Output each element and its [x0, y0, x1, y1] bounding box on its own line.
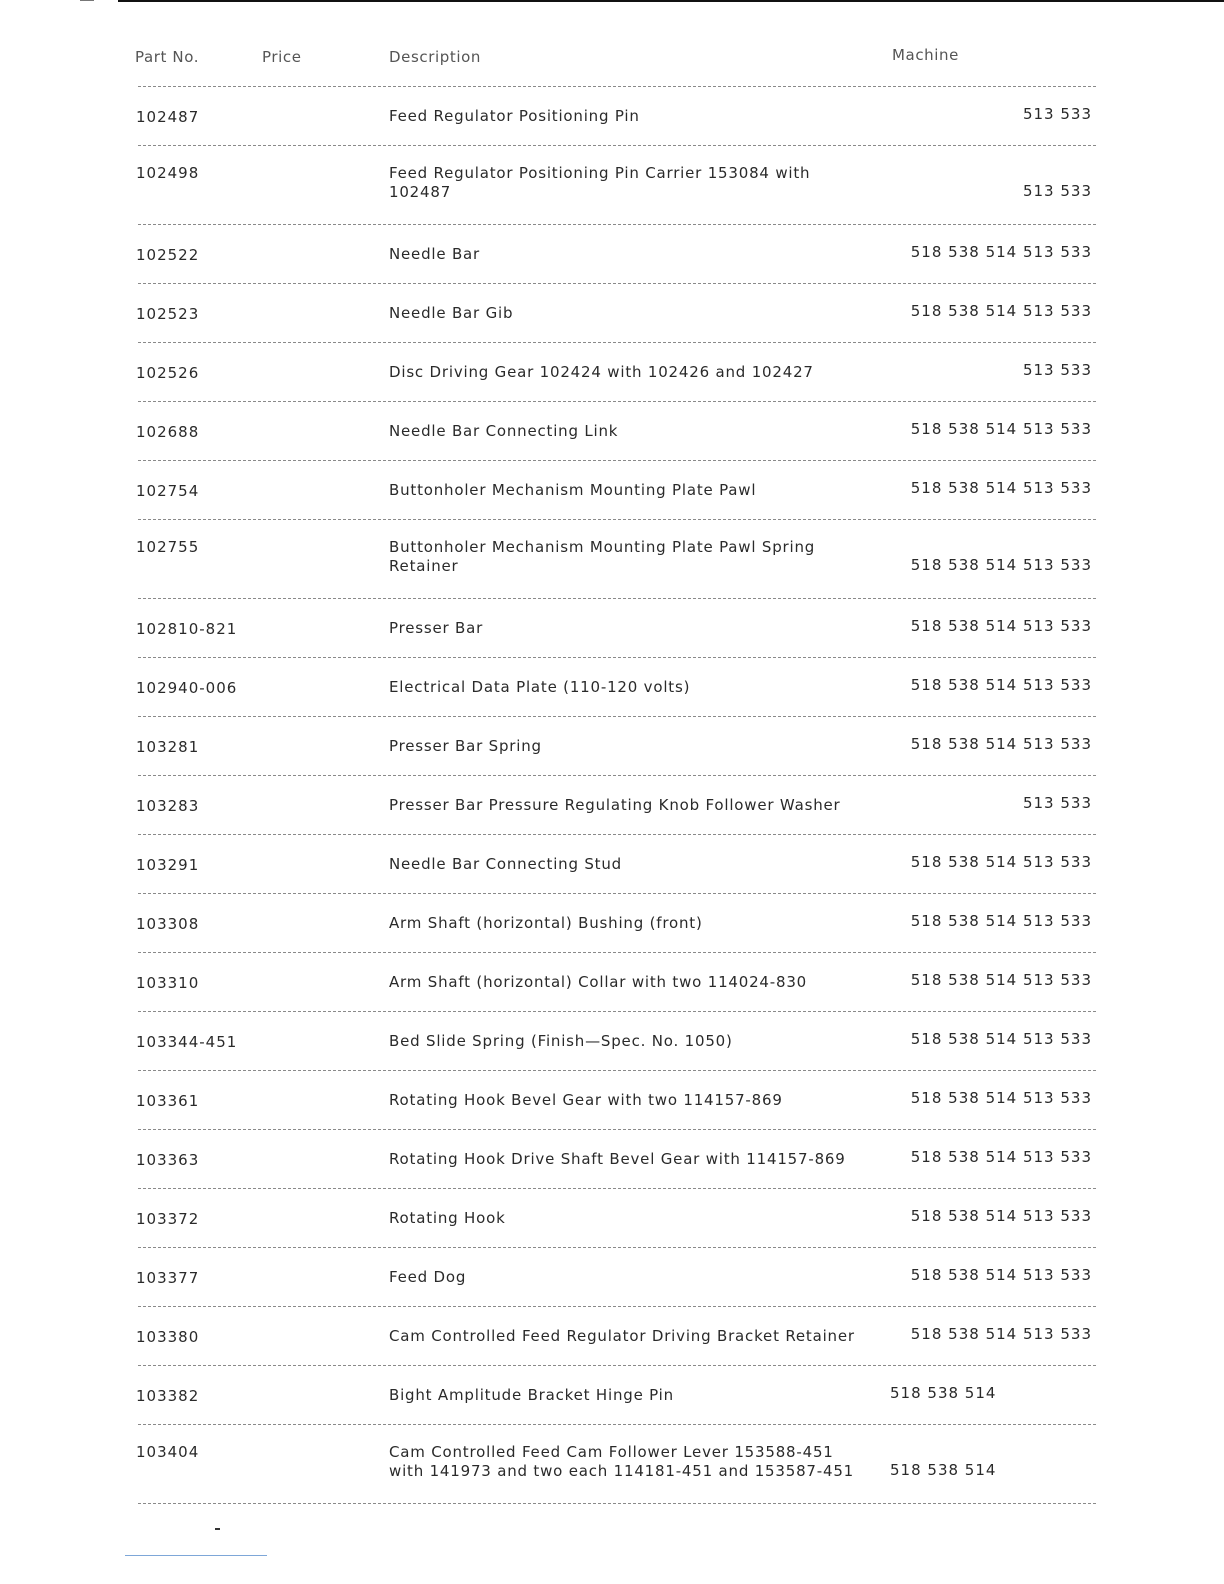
table-header	[0, 48, 1224, 72]
table-row	[138, 224, 1096, 283]
machine-models: 518 538 514 513 533	[910, 912, 1092, 930]
part-description: Needle Bar Gib	[389, 304, 514, 322]
machine-models: 518 538 514 513 533	[910, 1148, 1092, 1166]
machine-models: 518 538 514 513 533	[910, 479, 1092, 497]
table-row	[138, 460, 1096, 519]
part-description: Needle Bar Connecting Stud	[389, 855, 622, 873]
part-number: 103283	[136, 797, 200, 815]
part-description: Feed Regulator Positioning Pin Carrier 153084 with 102487	[389, 164, 811, 201]
part-description: Arm Shaft (horizontal) Collar with two 114024-830	[389, 973, 808, 991]
part-description: Rotating Hook Drive Shaft Bevel Gear with 114157-869	[389, 1150, 846, 1168]
part-description: Feed Regulator Positioning Pin	[389, 107, 640, 125]
part-number: 103281	[136, 738, 200, 756]
machine-models: 518 538 514 513 533	[910, 1207, 1092, 1225]
machine-models: 518 538 514 513 533	[910, 1030, 1092, 1048]
machine-models: 513 533	[1022, 794, 1092, 812]
table-row	[138, 1247, 1096, 1306]
table-row	[138, 1011, 1096, 1070]
table-row	[138, 952, 1096, 1011]
part-description: Rotating Hook	[389, 1209, 506, 1227]
header-price: Price	[262, 48, 302, 66]
part-description: Buttonholer Mechanism Mounting Plate Pawl	[389, 481, 757, 499]
machine-models: 518 538 514 513 533	[910, 302, 1092, 320]
table-row	[138, 342, 1096, 401]
part-number: 103291	[136, 856, 200, 874]
table-row	[138, 775, 1096, 834]
machine-models: 518 538 514 513 533	[910, 971, 1092, 989]
part-description: Bed Slide Spring (Finish—Spec. No. 1050)	[389, 1032, 733, 1050]
machine-models: 513 533	[1022, 361, 1092, 379]
part-number: 103372	[136, 1210, 200, 1228]
top-rule	[118, 0, 1224, 2]
table-row	[138, 519, 1096, 598]
part-number: 103361	[136, 1092, 200, 1110]
part-number: 103344-451	[136, 1033, 238, 1051]
table-row	[138, 401, 1096, 460]
scan-mark	[215, 1528, 220, 1530]
table-row	[138, 598, 1096, 657]
table-row	[138, 1424, 1096, 1504]
part-description: Electrical Data Plate (110-120 volts)	[389, 678, 691, 696]
part-description: Cam Controlled Feed Regulator Driving Bracket Retainer	[389, 1327, 855, 1345]
scan-underline	[125, 1555, 267, 1556]
part-number: 102755	[136, 538, 200, 556]
part-number: 102487	[136, 108, 200, 126]
table-row	[138, 86, 1096, 145]
part-number: 102522	[136, 246, 200, 264]
machine-models: 518 538 514	[890, 1384, 997, 1402]
part-number: 103404	[136, 1443, 200, 1461]
table-row	[138, 1306, 1096, 1365]
machine-models: 518 538 514 513 533	[910, 1266, 1092, 1284]
part-number: 102810-821	[136, 620, 238, 638]
table-row	[138, 716, 1096, 775]
part-number: 103380	[136, 1328, 200, 1346]
part-description: Presser Bar Pressure Regulating Knob Follower Washer	[389, 796, 841, 814]
machine-models: 513 533	[1022, 105, 1092, 123]
table-row	[138, 657, 1096, 716]
part-number: 102526	[136, 364, 200, 382]
table-row	[138, 283, 1096, 342]
header-part-no: Part No.	[135, 48, 200, 66]
part-number: 103363	[136, 1151, 200, 1169]
part-number: 102754	[136, 482, 200, 500]
part-number: 103308	[136, 915, 200, 933]
part-description: Cam Controlled Feed Cam Follower Lever 153588-451 with 141973 and two each 114181-451 and 153587-451	[389, 1443, 855, 1480]
part-description: Rotating Hook Bevel Gear with two 114157-869	[389, 1091, 783, 1109]
part-number: 103310	[136, 974, 200, 992]
part-description: Arm Shaft (horizontal) Bushing (front)	[389, 914, 703, 932]
machine-models: 518 538 514 513 533	[910, 1089, 1092, 1107]
machine-models: 518 538 514 513 533	[910, 420, 1092, 438]
part-number: 103382	[136, 1387, 200, 1405]
top-rule-left	[80, 0, 94, 1]
machine-models: 518 538 514 513 533	[910, 853, 1092, 871]
machine-models: 518 538 514 513 533	[910, 243, 1092, 261]
table-row	[138, 1188, 1096, 1247]
table-row	[138, 1129, 1096, 1188]
machine-models: 518 538 514 513 533	[910, 676, 1092, 694]
table-row	[138, 145, 1096, 224]
part-description: Bight Amplitude Bracket Hinge Pin	[389, 1386, 674, 1404]
machine-models: 518 538 514 513 533	[910, 617, 1092, 635]
table-row	[138, 1365, 1096, 1424]
part-description: Needle Bar	[389, 245, 481, 263]
part-description: Needle Bar Connecting Link	[389, 422, 619, 440]
machine-models: 518 538 514 513 533	[910, 556, 1092, 574]
part-description: Presser Bar Spring	[389, 737, 542, 755]
header-description: Description	[389, 48, 482, 66]
table-row	[138, 834, 1096, 893]
part-number: 103377	[136, 1269, 200, 1287]
part-description: Buttonholer Mechanism Mounting Plate Pawl Spring Retainer	[389, 538, 816, 575]
machine-models: 518 538 514	[890, 1461, 997, 1479]
part-number: 102688	[136, 423, 200, 441]
machine-models: 518 538 514 513 533	[910, 1325, 1092, 1343]
part-description: Presser Bar	[389, 619, 484, 637]
part-number: 102523	[136, 305, 200, 323]
part-number: 102940-006	[136, 679, 238, 697]
part-description: Disc Driving Gear 102424 with 102426 and 102427	[389, 363, 814, 381]
part-number: 102498	[136, 164, 200, 182]
part-description: Feed Dog	[389, 1268, 467, 1286]
table-row	[138, 893, 1096, 952]
machine-models: 518 538 514 513 533	[910, 735, 1092, 753]
header-machine: Machine	[892, 46, 959, 64]
table-row	[138, 1070, 1096, 1129]
parts-table	[0, 86, 1224, 1504]
machine-models: 513 533	[1022, 182, 1092, 200]
